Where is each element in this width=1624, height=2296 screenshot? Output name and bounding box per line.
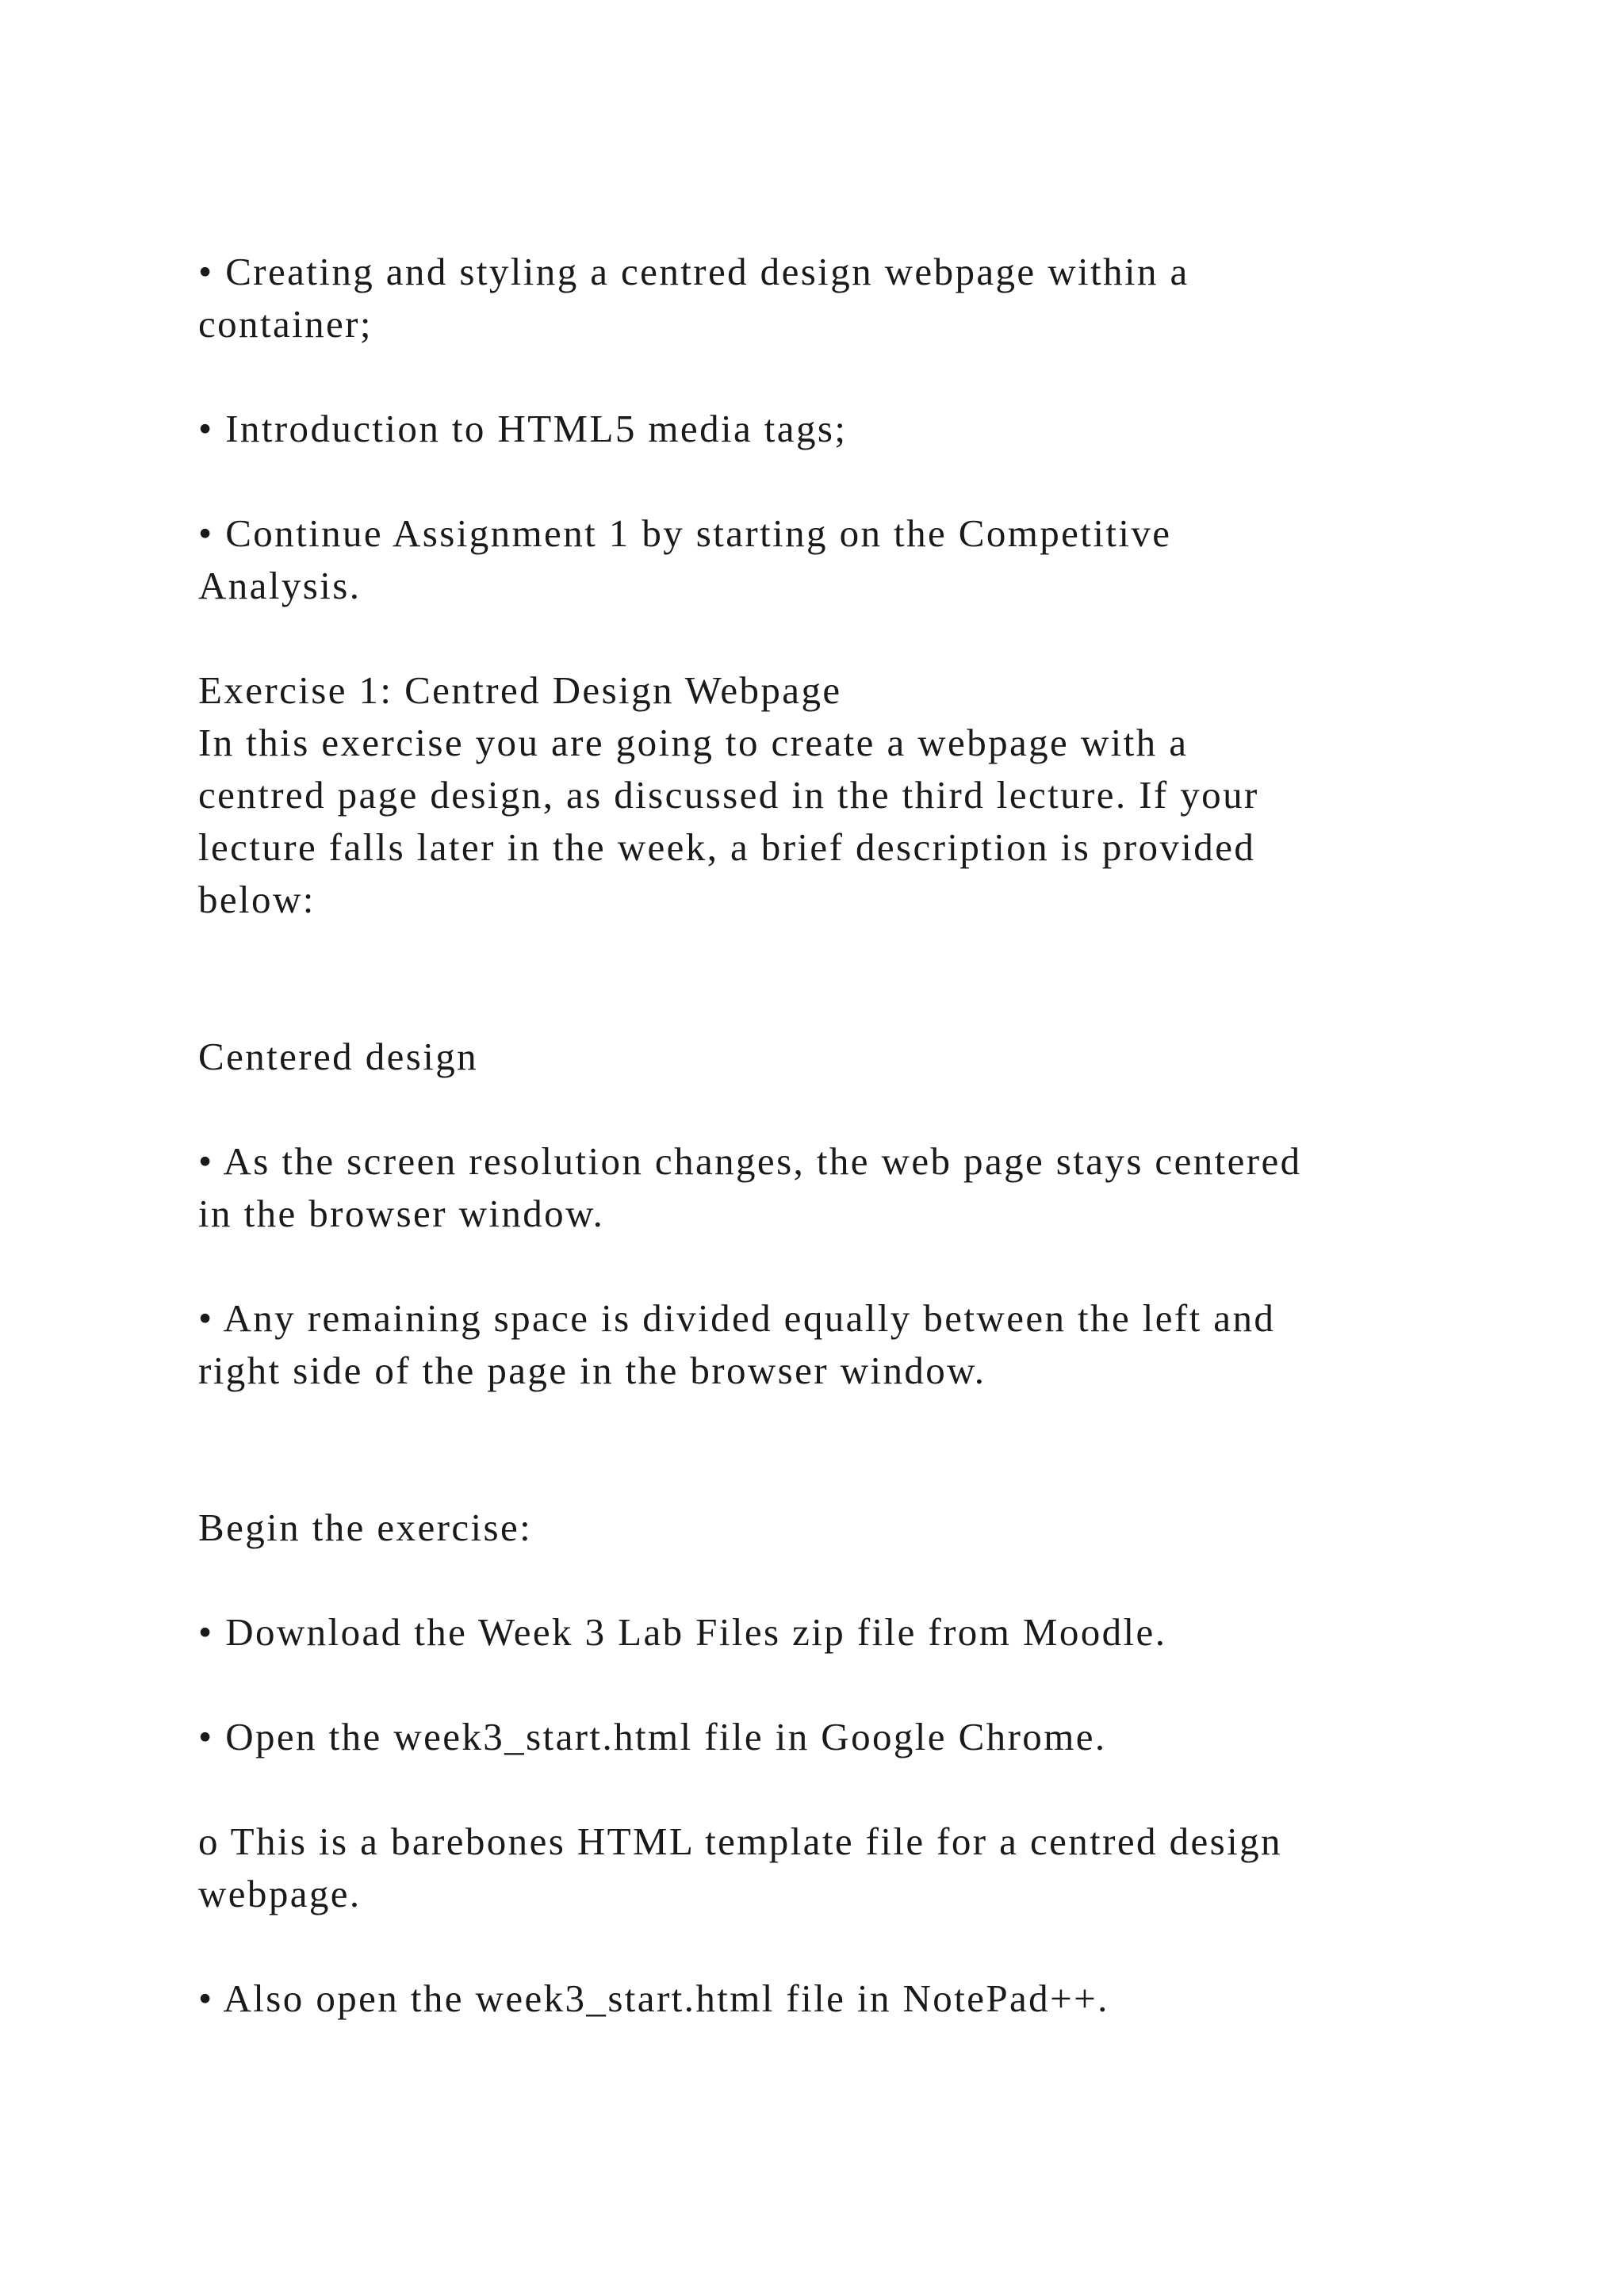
paragraph-gap: [198, 1763, 1467, 1816]
centered-design-bullet: [198, 1135, 1467, 1240]
exercise-intro-line: below:: [198, 878, 316, 921]
step-line: • Open the week3_start.html file in Google Chrome.: [198, 1715, 1107, 1758]
objective-item: [198, 246, 1467, 350]
step-line: • Download the Week 3 Lab Files zip file from Moodle.: [198, 1610, 1167, 1654]
exercise-intro-line: In this exercise you are going to create a webpage with a: [198, 721, 1189, 764]
paragraph-gap: [198, 1240, 1467, 1292]
step-line: webpage.: [198, 1872, 362, 1915]
paragraph-gap: [198, 1554, 1467, 1606]
objective-line: • Introduction to HTML5 media tags;: [198, 407, 848, 450]
step-item: [198, 1711, 1467, 1763]
step-line: o This is a barebones HTML template file for a centred design: [198, 1820, 1282, 1863]
exercise-intro-line: lecture falls later in the week, a brief description is provided: [198, 825, 1256, 869]
paragraph-gap: [198, 1397, 1467, 1502]
objective-line: container;: [198, 302, 373, 346]
step-item: [198, 1816, 1467, 1920]
paragraph-gap: [198, 1920, 1467, 1973]
centered-design-bullet: [198, 1292, 1467, 1397]
begin-heading: Begin the exercise:: [198, 1506, 533, 1549]
objective-line: Analysis.: [198, 564, 362, 607]
exercise-heading: Exercise 1: Centred Design Webpage: [198, 668, 842, 712]
exercise-section: [198, 664, 1467, 926]
objective-item: [198, 507, 1467, 612]
objective-item: [198, 403, 1467, 455]
bullet-line: in the browser window.: [198, 1192, 605, 1235]
step-item: [198, 1606, 1467, 1659]
exercise-intro-line: centred page design, as discussed in the third lecture. If your: [198, 773, 1259, 817]
step-line: • Also open the week3_start.html file in NotePad++.: [198, 1976, 1109, 2020]
bullet-line: • As the screen resolution changes, the web page stays centered: [198, 1139, 1302, 1183]
objective-line: • Continue Assignment 1 by starting on the Competitive: [198, 511, 1172, 555]
begin-section: [198, 1502, 1467, 2025]
step-item: [198, 1973, 1467, 2025]
paragraph-gap: [198, 1083, 1467, 1135]
paragraph-gap: [198, 612, 1467, 664]
document-body: [198, 246, 1467, 2025]
centered-design-heading: Centered design: [198, 1035, 479, 1078]
paragraph-gap: [198, 350, 1467, 403]
bullet-line: • Any remaining space is divided equally between the left and: [198, 1296, 1276, 1340]
paragraph-gap: [198, 926, 1467, 1031]
paragraph-gap: [198, 1659, 1467, 1711]
bullet-line: right side of the page in the browser window.: [198, 1349, 986, 1392]
objective-line: • Creating and styling a centred design webpage within a: [198, 250, 1189, 293]
paragraph-gap: [198, 455, 1467, 507]
centered-design-section: [198, 1031, 1467, 1397]
